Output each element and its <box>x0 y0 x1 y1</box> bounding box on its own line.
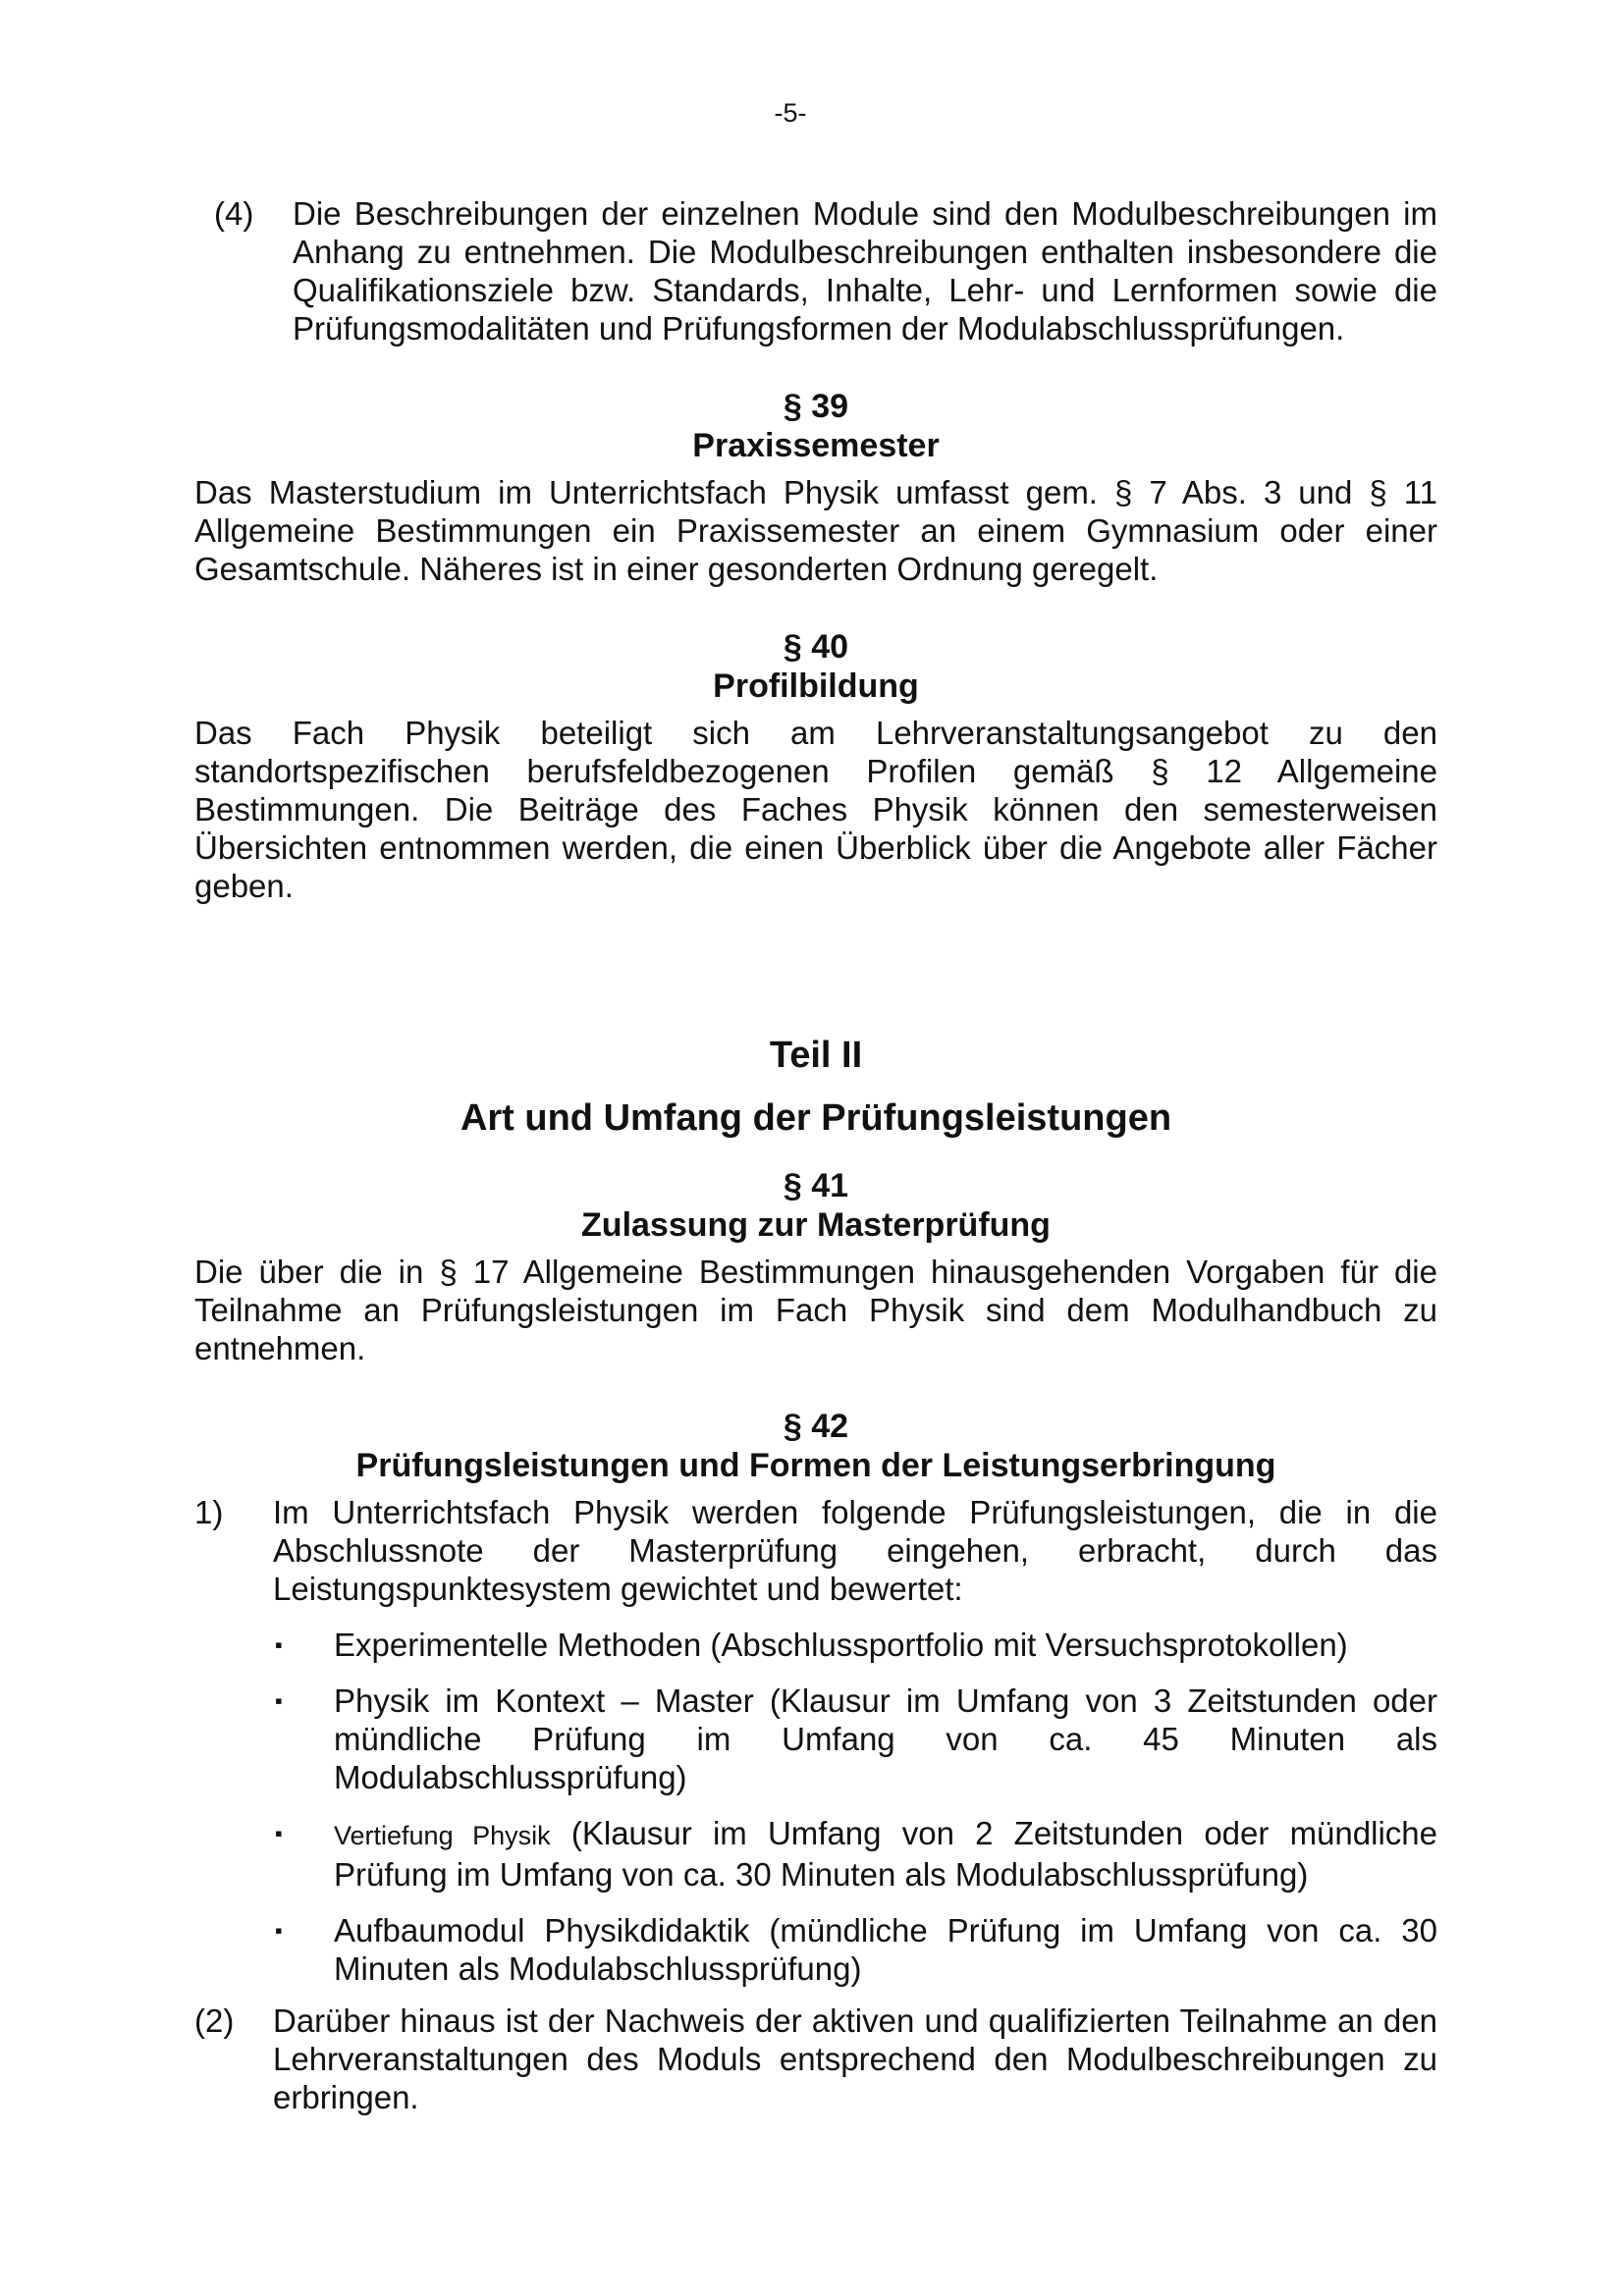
section-42-title: Prüfungsleistungen und Formen der Leistungserbringung <box>355 1447 1276 1484</box>
section-39-number: § 39 <box>783 388 849 425</box>
bullet-list <box>273 1626 1437 1988</box>
bullet-item <box>273 1814 1437 1894</box>
item-1-text: Im Unterrichtsfach Physik werden folgende Prüfungsleistungen, die in die Abschlussnote der Masterprüfung eingehen, erbracht, durch das Leistungspunktesystem gewichtet und bewertet: <box>273 1494 1437 1607</box>
bullet-text-2: Physik im Kontext – Master (Klausur im Umfang von 3 Zeitstunden oder mündliche Prüfung im Umfang von ca. 45 Minuten als Modulabschlussprüfung) <box>334 1682 1437 1795</box>
bullet-text-1: Experimentelle Methoden (Abschlussportfolio mit Versuchsprotokollen) <box>334 1627 1348 1663</box>
item-2-text: Darüber hinaus ist der Nachweis der aktiven und qualifizierten Teilnahme an den Lehrveranstaltungen des Moduls entsprechend den Modulbeschreibungen zu erbringen. <box>273 2002 1437 2115</box>
section-39-text: Das Masterstudium im Unterrichtsfach Physik umfasst gem. § 7 Abs. 3 und § 11 Allgemeine Bestimmungen ein Praxissemester an einem Gymnasium oder einer Gesamtschule. Näheres ist in einer gesonderten Ordnung geregelt. <box>194 474 1437 587</box>
section-40-text: Das Fach Physik beteiligt sich am Lehrveranstaltungsangebot zu den standortspezifischen berufsfeldbezogenen Profilen gemäß § 12 Allgemeine Bestimmungen. Die Beiträge des Faches Physik können den semesterweisen Übersichten entnommen werden, die einen Überblick über die Angebote aller Fächer geben. <box>194 715 1437 904</box>
bullet-icon: ▪ <box>275 1688 283 1713</box>
bullet-item <box>273 1682 1437 1796</box>
part-2-subtitle: Art und Umfang der Prüfungsleistungen <box>460 1097 1172 1139</box>
bullet-text-4: Aufbaumodul Physikdidaktik (mündliche Prüfung im Umfang von ca. 30 Minuten als Modulabschlussprüfung) <box>334 1912 1437 1987</box>
paragraph-4 <box>214 194 1437 347</box>
section-41-title: Zulassung zur Masterprüfung <box>581 1206 1051 1244</box>
bullet-item <box>273 1911 1437 1988</box>
paragraph-4-label: (4) <box>214 195 254 232</box>
bullet-icon: ▪ <box>275 1632 283 1657</box>
bullet-3-description: (Klausur im Umfang von 2 Zeitstunden oder mündliche Prüfung im Umfang von ca. 30 Minuten als Modulabschlussprüfung) <box>334 1815 1437 1893</box>
bullet-icon: ▪ <box>275 1918 283 1943</box>
item-2-label: (2) <box>194 2002 235 2039</box>
bullet-item <box>273 1626 1437 1664</box>
section-42-item-1 <box>194 1493 1437 1608</box>
section-42-number: § 42 <box>783 1408 849 1445</box>
bullet-3-module-name: Vertiefung Physik <box>334 1821 551 1850</box>
section-40-number: § 40 <box>783 628 849 666</box>
item-1-label: 1) <box>194 1494 224 1530</box>
section-41-text: Die über die in § 17 Allgemeine Bestimmungen hinausgehenden Vorgaben für die Teilnahme an Prüfungsleistungen im Fach Physik sind dem Modulhandbuch zu entnehmen. <box>194 1254 1437 1366</box>
section-41-number: § 41 <box>783 1167 849 1204</box>
section-40-title: Profilbildung <box>713 667 919 705</box>
page-content <box>194 194 1437 2116</box>
part-2-title: Teil II <box>769 1035 863 1076</box>
bullet-text-3 <box>334 1814 1437 1894</box>
page-number: -5- <box>774 98 807 128</box>
paragraph-4-text: Die Beschreibungen der einzelnen Module sind den Modulbeschreibungen im Anhang zu entnehmen. Die Modulbeschreibungen enthalten insbesondere die Qualifikationsziele bzw. Standards, Inhalte, Lehr- und Lernformen sowie die Prüfungsmodalitäten und Prüfungsformen der Modulabschlussprüfungen. <box>293 195 1437 347</box>
bullet-icon: ▪ <box>275 1821 283 1845</box>
section-39-title: Praxissemester <box>692 427 940 464</box>
section-42-item-2 <box>194 2002 1437 2116</box>
